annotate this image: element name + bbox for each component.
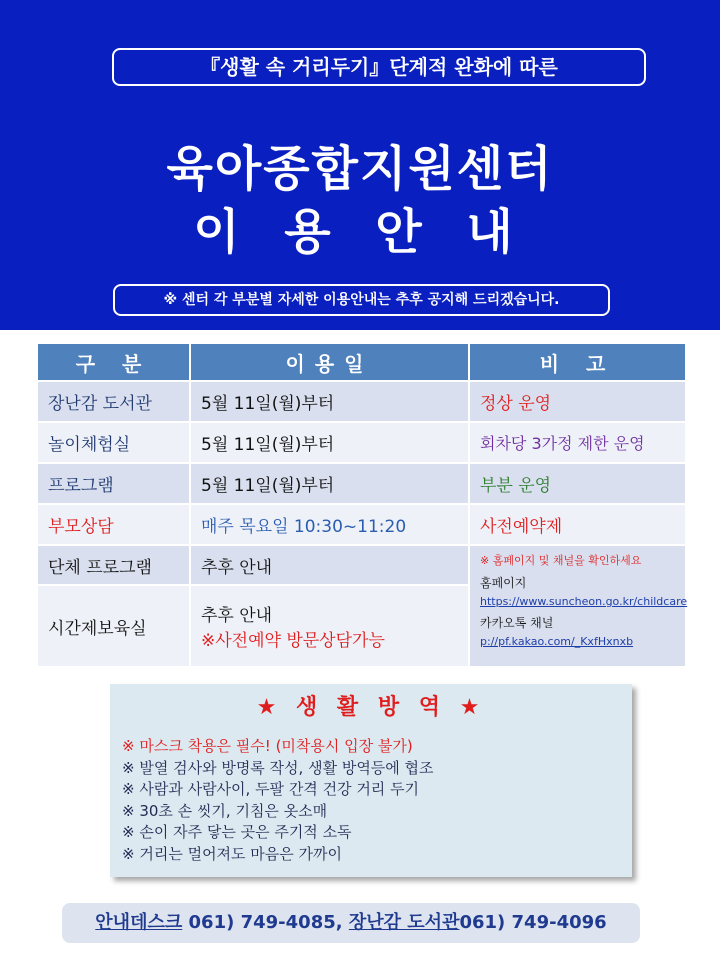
list-item: ※ 마스크 착용은 필수! (미착용시 입장 불가) bbox=[122, 737, 413, 755]
contact-footer bbox=[62, 903, 640, 943]
merged-note-cell bbox=[469, 545, 686, 667]
life-prevention-list bbox=[122, 736, 434, 865]
date-cell: 5월 11일(월)부터 bbox=[190, 422, 469, 463]
desk-label: 안내데스크 bbox=[95, 912, 183, 933]
date-cell: 5월 11일(월)부터 bbox=[190, 381, 469, 422]
category-cell: 놀이체험실 bbox=[37, 422, 190, 463]
date-cell bbox=[190, 585, 469, 667]
usage-table bbox=[36, 342, 687, 668]
homepage-link[interactable]: https://www.suncheon.go.kr/childcare bbox=[480, 595, 688, 608]
date-cell: 매주 목요일 10:30~11:20 bbox=[190, 504, 469, 545]
category-cell: 장난감 도서관 bbox=[37, 381, 190, 422]
kakao-link[interactable]: p://pf.kakao.com/_KxfHxnxb bbox=[480, 635, 634, 648]
page-title-sub: 이 용 안 내 bbox=[193, 204, 527, 260]
kakao-label: 카카오톡 채널 bbox=[480, 616, 554, 630]
library-phone: 061) 749-4096 bbox=[459, 912, 607, 933]
table-row bbox=[37, 463, 686, 504]
column-header: 비 고 bbox=[469, 343, 686, 381]
table-row bbox=[37, 545, 686, 585]
desk-phone: 061) 749-4085, bbox=[188, 912, 343, 933]
note-cell: 사전예약제 bbox=[469, 504, 686, 545]
table-row bbox=[37, 422, 686, 463]
category-cell: 부모상담 bbox=[37, 504, 190, 545]
date-note: ※사전예약 방문상담가능 bbox=[201, 631, 385, 651]
header-banner bbox=[0, 0, 720, 330]
category-cell: 시간제보육실 bbox=[37, 585, 190, 667]
date-cell: 추후 안내 bbox=[190, 545, 469, 585]
life-prevention-box bbox=[110, 684, 632, 877]
page-title: 육아종합지원센터 bbox=[166, 141, 554, 197]
list-item: ※ 발열 검사와 방명록 작성, 생활 방역등에 협조 bbox=[122, 758, 434, 777]
date-text: 추후 안내 bbox=[201, 606, 273, 626]
note-cell: 부분 운영 bbox=[469, 463, 686, 504]
homepage-label: 홈페이지 bbox=[480, 576, 527, 590]
life-prevention-title: ★ 생 활 방 역 ★ bbox=[256, 695, 486, 720]
date-cell: 5월 11일(월)부터 bbox=[190, 463, 469, 504]
table-row bbox=[37, 504, 686, 545]
check-warning: ※ 홈페이지 및 채널을 확인하세요 bbox=[480, 554, 642, 567]
list-item: ※ 거리는 멀어져도 마음은 가까이 bbox=[122, 844, 343, 863]
notice: ※ 센터 각 부분별 자세한 이용안내는 추후 공지해 드리겠습니다. bbox=[113, 284, 610, 316]
list-item: ※ 손이 자주 닿는 곳은 주기적 소독 bbox=[122, 823, 352, 841]
library-label: 장난감 도서관 bbox=[348, 912, 460, 933]
list-item: ※ 사람과 사람사이, 두팔 간격 건강 거리 두기 bbox=[122, 780, 420, 798]
column-header: 이용일 bbox=[190, 343, 469, 381]
subtitle: 『생활 속 거리두기』단계적 완화에 따른 bbox=[112, 48, 646, 86]
column-header: 구 분 bbox=[37, 343, 190, 381]
note-cell: 회차당 3가정 제한 운영 bbox=[469, 422, 686, 463]
category-cell: 단체 프로그램 bbox=[37, 545, 190, 585]
table-header-row bbox=[37, 343, 686, 381]
list-item: ※ 30초 손 씻기, 기침은 옷소매 bbox=[122, 801, 328, 820]
note-cell: 정상 운영 bbox=[469, 381, 686, 422]
table-row bbox=[37, 381, 686, 422]
category-cell: 프로그램 bbox=[37, 463, 190, 504]
